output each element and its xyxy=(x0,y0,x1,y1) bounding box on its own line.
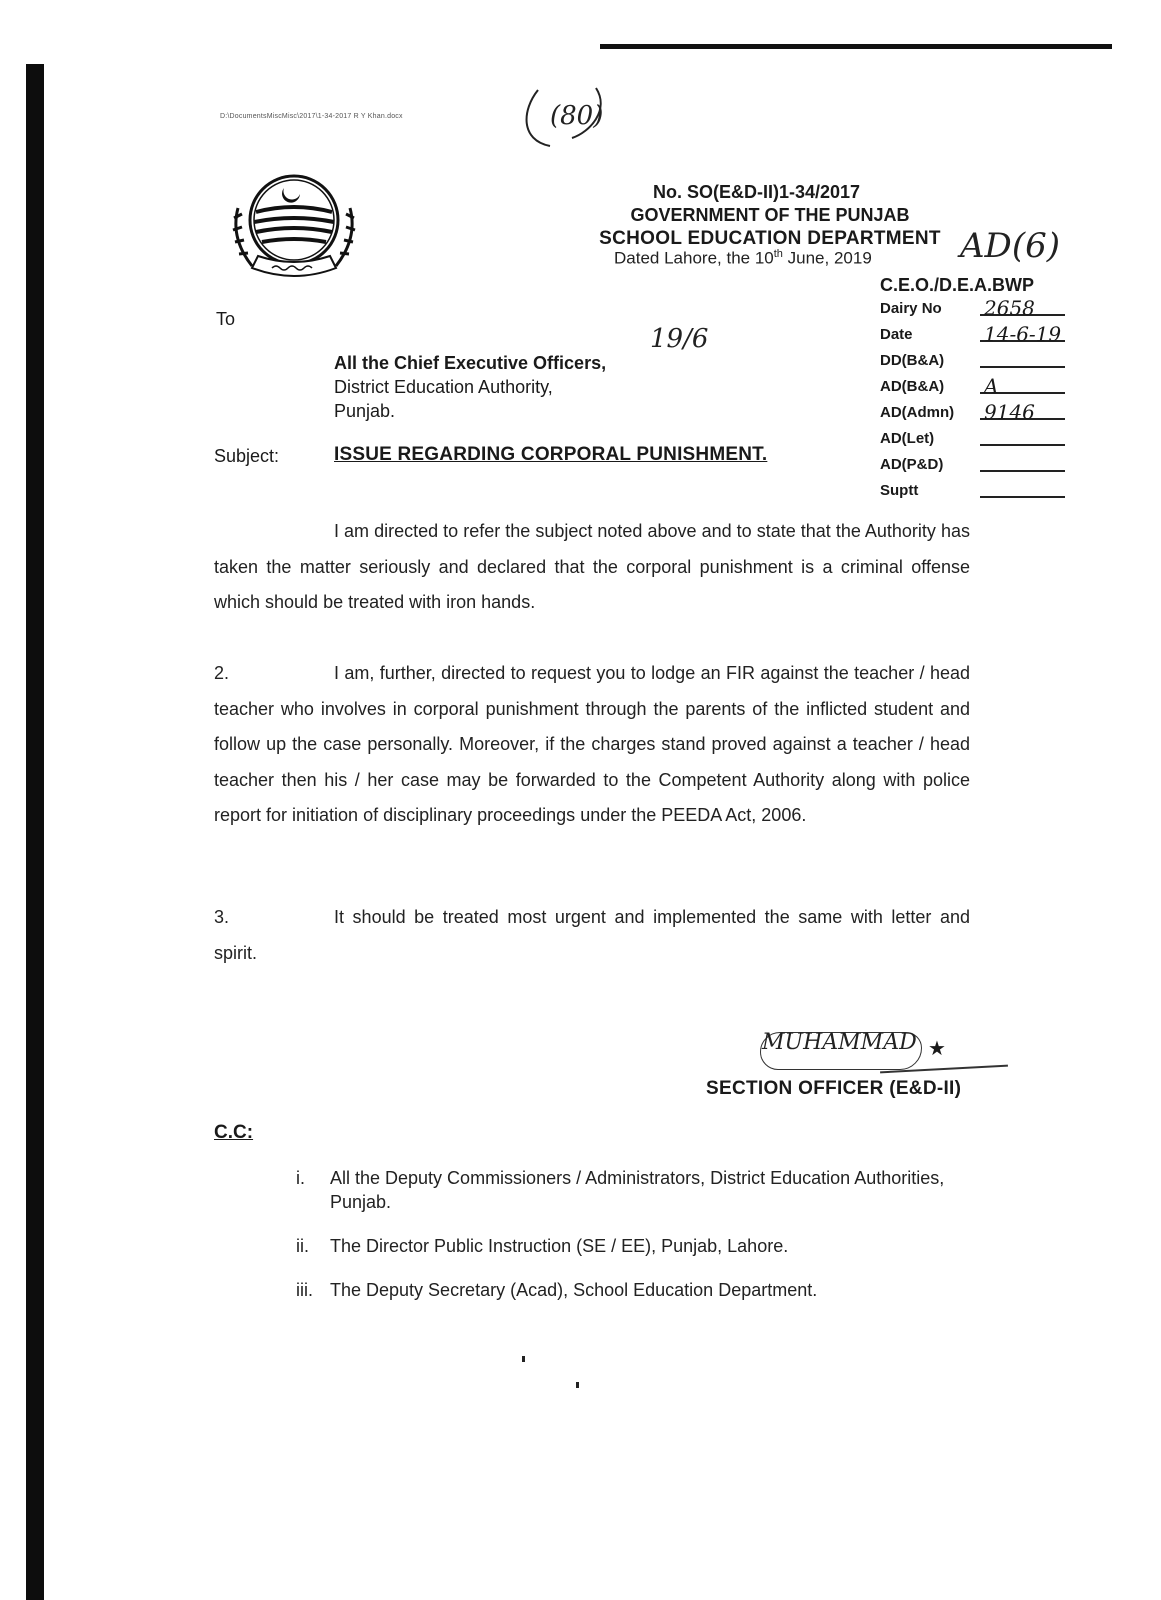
diary-row-value: 9146 xyxy=(984,400,1035,424)
diary-row xyxy=(880,348,1080,374)
diary-stamp xyxy=(880,275,1080,504)
subject-text: ISSUE REGARDING CORPORAL PUNISHMENT. xyxy=(334,444,768,465)
signature: MUHAMMAD xyxy=(762,1030,917,1055)
star-icon: ★ xyxy=(928,1038,946,1060)
paragraph-3-number: 3. xyxy=(214,907,230,927)
list-item xyxy=(296,1234,970,1258)
diary-row-label: Suptt xyxy=(880,482,919,499)
recipient-line-1: All the Chief Executive Officers, xyxy=(334,353,607,373)
diary-row xyxy=(880,478,1080,504)
diary-row-label: AD(Let) xyxy=(880,430,935,447)
diary-row-label: AD(Admn) xyxy=(880,404,955,421)
department-name: SCHOOL EDUCATION DEPARTMENT xyxy=(599,228,941,249)
list-item-text: The Director Public Instruction (SE / EE), Punjab, Lahore. xyxy=(330,1236,789,1256)
diary-row xyxy=(880,374,1080,400)
diary-row-value: 2658 xyxy=(984,296,1035,320)
list-item xyxy=(296,1278,970,1302)
list-item-number: ii. xyxy=(296,1236,309,1256)
cc-label: C.C: xyxy=(214,1122,254,1143)
diary-row xyxy=(880,322,1080,348)
diary-stamp-title: C.E.O./D.E.A.BWP xyxy=(880,275,1035,295)
to-label: To xyxy=(216,309,236,329)
diary-row xyxy=(880,400,1080,426)
punjab-emblem-logo xyxy=(224,168,364,288)
diary-row-label: DD(B&A) xyxy=(880,352,945,369)
scan-border-left xyxy=(26,64,44,1600)
paragraph-3-text: It should be treated most urgent and implemented the same with letter and spirit. xyxy=(214,907,970,963)
letter-number: No. SO(E&D-II)1-34/2017 xyxy=(653,182,861,202)
paragraph-1 xyxy=(214,514,970,621)
diary-row-value: A xyxy=(984,374,999,398)
date-suffix-sup: th xyxy=(773,248,783,260)
scan-border-top xyxy=(600,44,1112,49)
paragraph-2-number: 2. xyxy=(214,663,230,683)
scan-speck xyxy=(576,1382,579,1388)
paragraph-2-text: I am, further, directed to request you to lodge an FIR against the teacher / head teacher who involves in corporal punishment through the parents of the inflicted student and follow up the case personally. Moreover, if the charges stand proved against a teacher / head teacher then his / her case may be forwarded to the Competent Authority along with police report for initiation of disciplinary proceedings under the PEEDA Act, 2006. xyxy=(214,663,970,825)
diary-row-label: Date xyxy=(880,326,913,343)
diary-row xyxy=(880,426,1080,452)
scan-speck xyxy=(522,1356,525,1362)
list-item-number: i. xyxy=(296,1168,305,1188)
government-name: GOVERNMENT OF THE PUNJAB xyxy=(630,205,910,225)
recipient-line-3: Punjab. xyxy=(334,401,396,421)
letterhead xyxy=(580,181,960,250)
list-item xyxy=(296,1166,970,1214)
paragraph-1-text: I am directed to refer the subject noted above and to state that the Authority has taken the matter seriously and declared that the corporal punishment is a criminal offense which should be treated with iron hands. xyxy=(214,521,970,612)
diary-row-label: Dairy No xyxy=(880,300,942,317)
list-item-number: iii. xyxy=(296,1280,313,1300)
recipient-line-2: District Education Authority, xyxy=(334,377,553,397)
paragraph-2 xyxy=(214,656,970,834)
recipient-address xyxy=(334,351,606,423)
handwritten-ad-mark: AD(6) xyxy=(960,226,1060,266)
file-path-footer: D:\DocumentsMiscMisc\2017\1-34-2017 R Y Khan.docx xyxy=(220,113,403,120)
page-number-stamp xyxy=(520,80,620,160)
handwritten-initials: 19/6 xyxy=(650,324,709,354)
date-prefix: Dated Lahore, the 10 xyxy=(614,248,774,268)
diary-row-label: AD(B&A) xyxy=(880,378,945,395)
diary-row xyxy=(880,452,1080,478)
subject-label: Subject: xyxy=(214,446,280,466)
page-stamp-number: (80) xyxy=(550,101,604,131)
paragraph-3 xyxy=(214,900,970,971)
diary-row xyxy=(880,296,1080,322)
cc-list xyxy=(296,1166,970,1322)
list-item-text: The Deputy Secretary (Acad), School Education Department. xyxy=(330,1280,818,1300)
letter-date xyxy=(614,248,872,269)
officer-designation: SECTION OFFICER (E&D-II) xyxy=(706,1078,962,1099)
diary-row-label: AD(P&D) xyxy=(880,456,944,473)
date-rest: June, 2019 xyxy=(782,248,872,268)
diary-row-value: 14-6-19 xyxy=(984,322,1062,346)
list-item-text: All the Deputy Commissioners / Administrators, District Education Authorities, Punjab. xyxy=(330,1168,945,1212)
